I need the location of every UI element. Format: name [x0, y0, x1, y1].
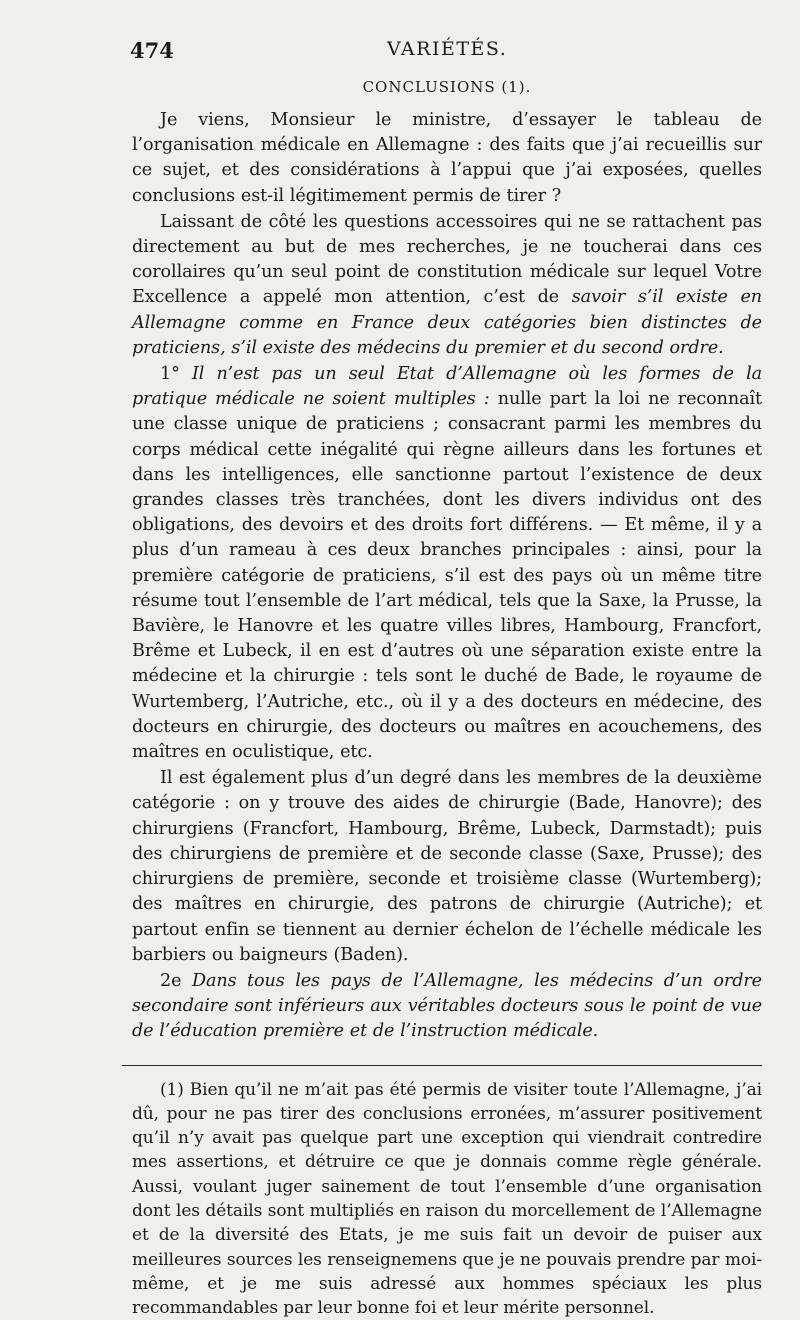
- paragraph-5-italic: Dans tous les pays de l’Allemagne, les médecins d’un ordre secondaire sont inférieurs aux véritables docteurs sous le point de vue de l’éducation première et de l’instruction médicale.: [132, 970, 762, 1042]
- paragraph-3-lead: 1°: [160, 364, 192, 385]
- paragraph-5: [132, 969, 762, 1045]
- footnote-divider: [122, 1065, 762, 1066]
- paragraph-1-text: Je viens, Monsieur le ministre, d’essayer le tableau de l’organisation médicale en Allemagne : des faits que j’ai recueillis sur ce sujet, et des considérations à l’appui que j’ai exposées, quelles conclusions est-il légitimement permis de tirer ?: [132, 110, 762, 206]
- paragraph-5-lead: 2e: [160, 970, 192, 991]
- paragraph-3-text: nulle part la loi ne reconnaît une classe unique de praticiens ; consacrant parmi les membres du corps médical cette inégalité qui règne ailleurs dans les fortunes et dans les intelligences, elle sanctionne partout l’existence de deux grandes classes très tranchées, dont les divers individus ont des obligations, des devoirs et des droits fort différens. — Et même, il y a plus d’un rameau à ces deux branches principales : ainsi, pour la première catégorie de praticiens, s’il est des pays où un même titre résume tout l’ensemble de l’art médical, tels que la Saxe, la Prusse, la Bavière, le Hanovre et les quatre villes libres, Hambourg, Francfort, Brême et Lubeck, il en est d’autres où une séparation existe entre la médecine et la chirurgie : tels sont le duché de Bade, le royaume de Wurtemberg, l’Autriche, etc., où il y a des docteurs en médecine, des docteurs en chirurgie, des docteurs ou maîtres en acouchemens, des maîtres en oculistique, etc.: [132, 389, 762, 763]
- paragraph-4: [132, 766, 762, 968]
- section-title: CONCLUSIONS (1).: [362, 78, 532, 96]
- page-number: 474: [130, 38, 174, 63]
- paragraph-2-italic: savoir s’il existe en Allemagne comme en France deux catégories bien distinctes de praticiens, s’il existe des médecins du premier et du second ordre.: [132, 287, 762, 358]
- paragraph-2: [132, 210, 762, 361]
- running-title: VARIÉTÉS.: [387, 38, 508, 60]
- main-text: [132, 108, 762, 1045]
- paragraph-4-text: Il est également plus d’un degré dans les membres de la deuxième catégorie : on y trouve des aides de chirurgie (Bade, Hanovre); des chirurgiens (Francfort, Hambourg, Brême, Lubeck, Darmstadt); puis des chirurgiens de première et de seconde classe (Saxe, Prusse); des chirurgiens de première, seconde et troisième classe (Wurtemberg); des maîtres en chirurgie, des patrons de chirurgie (Autriche); et partout enfin se tiennent au dernier échelon de l’échelle médicale les barbiers ou baigneurs (Baden).: [132, 768, 762, 965]
- paragraph-3: [132, 362, 762, 765]
- paragraph-2-text: Laissant de côté les questions accessoires qui ne se rattachent pas directement au but de mes recherches, je ne toucherai dans ces corollaires qu’un seul point de constitution médicale sur lequel Votre Excellence a appelé mon attention, c’est de: [132, 211, 762, 308]
- running-head: [132, 30, 762, 70]
- paragraph-3-italic: Il n’est pas un seul Etat d’Allemagne où les formes de la pratique médicale ne soient multiples :: [132, 364, 762, 410]
- footnote-text: (1) Bien qu’il ne m’ait pas été permis de visiter toute l’Allemagne, j’ai dû, pour ne pas tirer des conclusions erronées, m’assurer positivement qu’il n’y avait pas quelque part une exception qui viendrait contredire mes assertions, et détruire ce que je donnais comme règle générale. Aussi, voulant juger sainement de tout l’ensemble d’une organisation dont les détails sont multipliés en raison du morcellement de l’Allemagne et de la diversité des Etats, je me suis fait un devoir de puiser aux meilleures sources les renseignemens que je ne pouvais prendre par moi-même, et je me suis adressé aux hommes spéciaux les plus recommandables par leur bonne foi et leur mérite personnel.: [132, 1079, 762, 1319]
- footnote: [132, 1078, 762, 1320]
- paragraph-1: [132, 108, 762, 209]
